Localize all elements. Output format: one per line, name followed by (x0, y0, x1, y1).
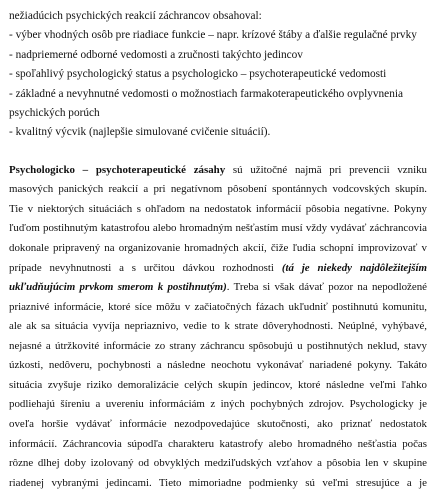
paragraph-line: priaznivé informácie, ktoré síce môžu v začiatočných fázach ukľudniť postihnutú komunitu, (9, 300, 427, 313)
list-item: - výber vhodných osôb pre riadiace funkcie – napr. krízové štáby a ďalšie regulačné prvky (9, 29, 417, 42)
paragraph-line: informácií. Záchrancovia súpodľa charakteru katastrofy alebo hromadného nešťastia počas (9, 437, 427, 450)
list-item: - spoľahlivý psychologický status a psychologicko – psychoterapeutické vedomosti (9, 68, 387, 81)
paragraph-line: ľuďom postihnutým katastrofou alebo hromadným nešťastím musí vždy vydávať záchrancovia (9, 222, 427, 235)
paragraph-line: Psychologicko – psychoterapeutické zásahy sú užitočné najmä pri prevencii vzniku (9, 163, 427, 176)
paragraph-line: dokonale pripravený na organizovanie hromadných akcií, čiže ľudia schopní improvizovať v (9, 242, 427, 255)
body-paragraph (9, 161, 427, 493)
paragraph-line: riadenej vybranými jedincami. Tieto mimoriadne podmienky sú veľmi stresujúce a je (9, 476, 427, 489)
paragraph-line: prípade nevyhnutnosti a s určitou dávkou rozhodnosti (tá je niekedy najdôležitejším (9, 261, 427, 274)
emphasis-text: ukľudňujúcim prvkom smerom k postihnutým) (9, 281, 227, 294)
list-item: - kvalitný výcvik (najlepšie simulované cvičenie situácií). (9, 126, 271, 139)
emphasis-text: (tá je niekedy najdôležitejším (281, 261, 427, 274)
intro-line: nežiadúcich psychických reakcií záchrancov obsahoval: (9, 10, 262, 22)
paragraph-line: masových panických reakcií a pri negatívnom pôsobení spontánnych vodcovských skupín. (9, 183, 427, 196)
paragraph-line: oveľa horšie vydávať informácie nezodpovedajúce skutočnosti, ako priznať nedostatok (9, 417, 427, 430)
paragraph-line: ale ak sa situácia vyvíja nepriaznivo, vedie to k strate dôveryhodnosti. Neúplné, vyhýbavé, (9, 320, 427, 333)
paragraph-line: ukľudňujúcim prvkom smerom k postihnutým). Treba si však dávať pozor na nepodložené (9, 281, 427, 294)
paragraph-line: Tie v niektorých situáciách s ohľadom na nedostatok informácií pôsobia negatívne. Pokyny (9, 202, 427, 215)
requirements-list (9, 7, 427, 143)
paragraph-line: podliehajú šíreniu a uvereniu informáciám z iných pochybných zdrojov. Psychologicky je (9, 398, 427, 411)
list-item: - nadpriemerné odborné vedomosti a zručnosti takýchto jedincov (9, 48, 303, 61)
list-item-continuation: psychických porúch (9, 107, 100, 120)
paragraph-heading: Psychologicko – psychoterapeutické zásahy (9, 163, 226, 176)
list-item: - základné a nevyhnutné vedomosti o možnostiach farmakoterapeutického ovplyvnenia (9, 87, 404, 100)
paragraph-line: úzkosti, nedôveru, pochybnosti a následne neochotu vykonávať nariadené pokyny. Takáto (9, 359, 427, 372)
paragraph-line: rôzne dlhej doby izolovaný od obvyklých medziľudských vzťahov a pôsobia len v skupine (9, 457, 427, 470)
paragraph-line: situácia zvyšuje riziko demoralizácie celých skupín jedincov, ktoré následne veľmi ľahko (9, 378, 427, 391)
paragraph-line: nejasné a útržkovité informácie zo strany záchrancu spôsobujú u postihnutých neklud, stavy (9, 339, 427, 352)
